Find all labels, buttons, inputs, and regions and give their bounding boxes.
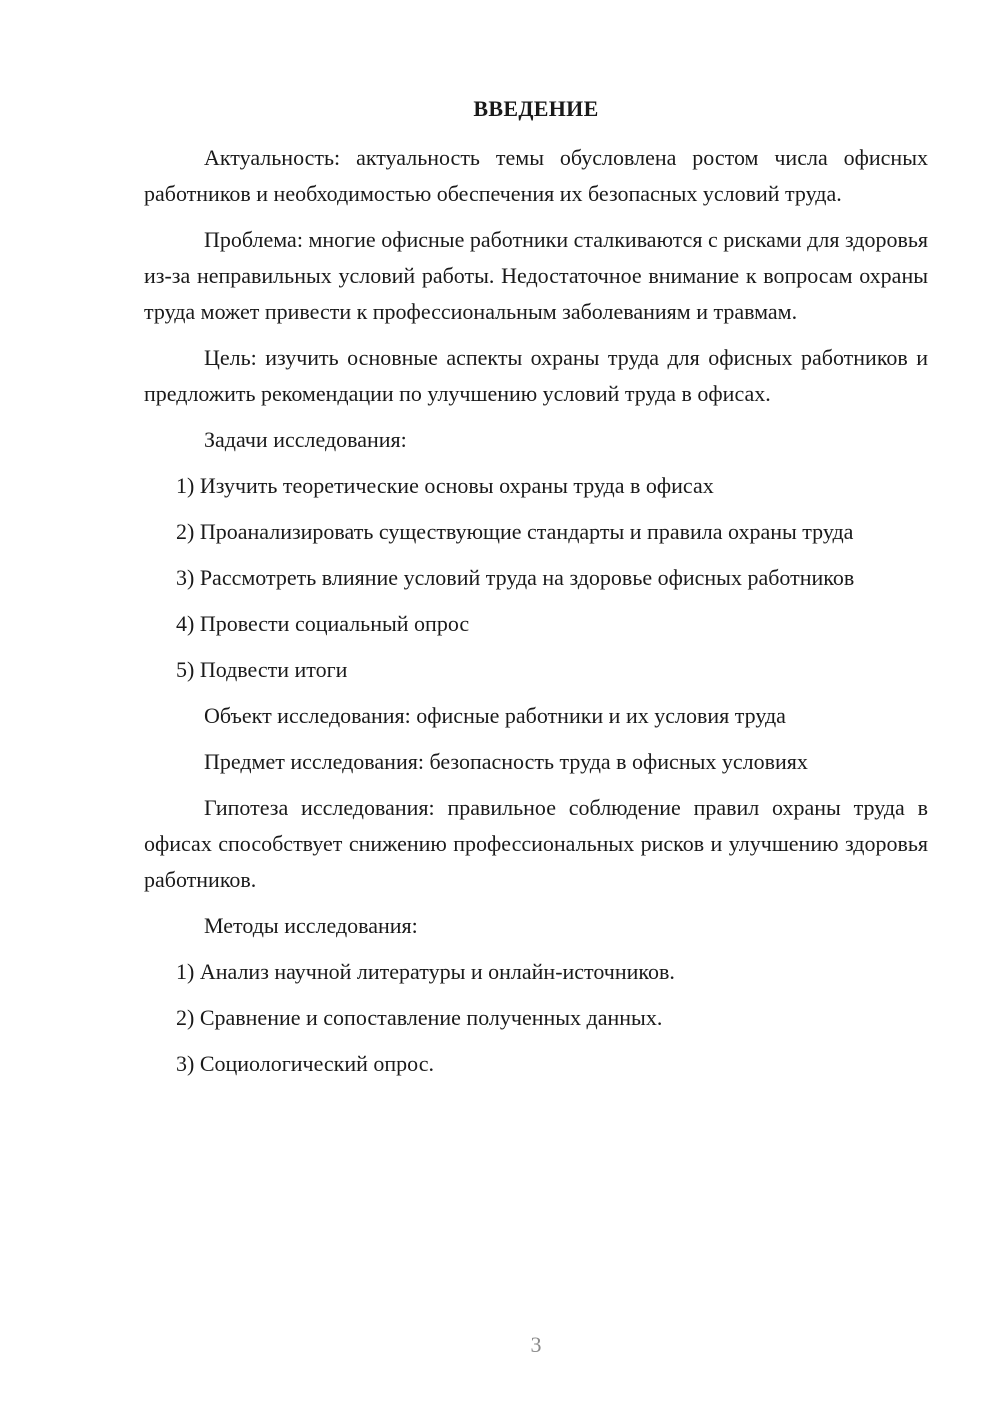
page-title: ВВЕДЕНИЕ: [473, 96, 599, 121]
task-item: 3) Рассмотреть влияние условий труда на здоровье офисных работников: [176, 565, 855, 590]
relevance-paragraph: Актуальность: актуальность темы обусловлена ростом числа офисных работников и необходимостью обеспечения их безопасных условий труда.: [144, 145, 928, 206]
method-item: 2) Сравнение и сопоставление полученных данных.: [176, 1005, 663, 1030]
task-item: 4) Провести социальный опрос: [176, 611, 470, 636]
subject-paragraph: Предмет исследования: безопасность труда в офисных условиях: [204, 749, 808, 774]
method-item: 1) Анализ научной литературы и онлайн-источников.: [176, 959, 675, 984]
methods-heading: Методы исследования:: [204, 913, 418, 938]
object-paragraph: Объект исследования: офисные работники и их условия труда: [204, 703, 786, 728]
document-body: [144, 140, 928, 1092]
tasks-heading: Задачи исследования:: [204, 427, 407, 452]
method-item: 3) Социологический опрос.: [176, 1051, 434, 1076]
hypothesis-paragraph: Гипотеза исследования: правильное соблюдение правил охраны труда в офисах способствует снижению профессиональных рисков и улучшению здоровья работников.: [144, 795, 928, 892]
task-item: 2) Проанализировать существующие стандарты и правила охраны труда: [176, 519, 854, 544]
task-item: 1) Изучить теоретические основы охраны труда в офисах: [176, 473, 714, 498]
task-item: 5) Подвести итоги: [176, 657, 348, 682]
page-number: 3: [530, 1332, 542, 1357]
goal-paragraph: Цель: изучить основные аспекты охраны труда для офисных работников и предложить рекомендации по улучшению условий труда в офисах.: [144, 345, 928, 406]
problem-paragraph: Проблема: многие офисные работники сталкиваются с рисками для здоровья из-за неправильных условий работы. Недостаточное внимание к вопросам охраны труда может привести к профессиональным заболеваниям и травмам.: [144, 227, 928, 324]
